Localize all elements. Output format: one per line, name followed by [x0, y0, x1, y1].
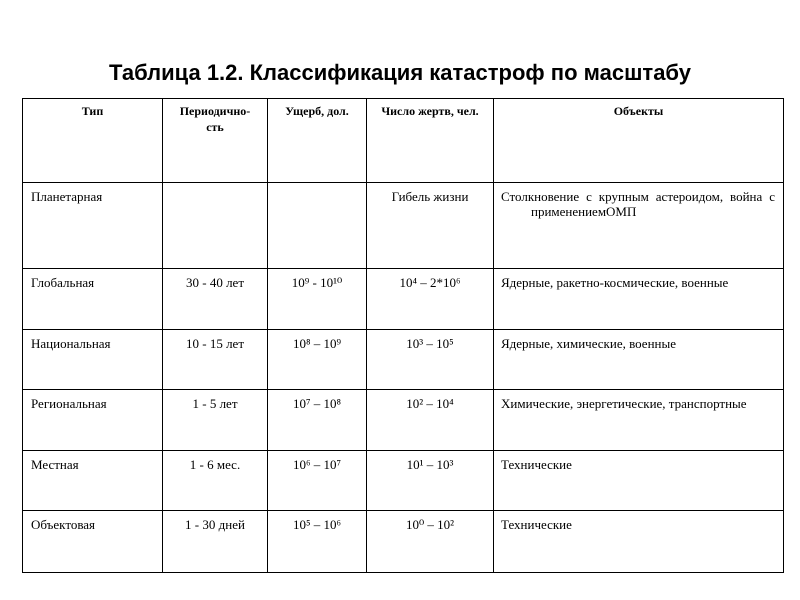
table-row — [23, 511, 784, 573]
header-objects: Объекты — [494, 99, 784, 183]
cell-victims: Гибель жизни — [367, 183, 494, 269]
cell-type: Местная — [23, 451, 163, 511]
table-row — [23, 330, 784, 390]
classification-table — [22, 98, 784, 573]
cell-objects: Столкновение с крупным астероидом, война с применениемОМП — [494, 183, 784, 269]
cell-periodicity — [163, 183, 268, 269]
cell-periodicity: 10 - 15 лет — [163, 330, 268, 390]
cell-damage: 10⁵ – 10⁶ — [268, 511, 367, 573]
cell-type: Национальная — [23, 330, 163, 390]
cell-damage: 10⁹ - 10¹⁰ — [268, 269, 367, 330]
cell-objects: Ядерные, ракетно-космические, военные — [494, 269, 784, 330]
header-victims: Число жертв, чел. — [367, 99, 494, 183]
table-row — [23, 183, 784, 269]
header-row — [23, 99, 784, 183]
cell-victims: 10³ – 10⁵ — [367, 330, 494, 390]
cell-type: Региональная — [23, 390, 163, 451]
cell-victims: 10¹ – 10³ — [367, 451, 494, 511]
table-header — [23, 99, 784, 183]
table-row — [23, 390, 784, 451]
cell-victims: 10⁴ – 2*10⁶ — [367, 269, 494, 330]
header-type: Тип — [23, 99, 163, 183]
table-body — [23, 183, 784, 573]
header-periodicity: Периодично- сть — [163, 99, 268, 183]
cell-damage — [268, 183, 367, 269]
cell-type: Объектовая — [23, 511, 163, 573]
cell-periodicity: 1 - 30 дней — [163, 511, 268, 573]
cell-objects: Химические, энергетические, транспортные — [494, 390, 784, 451]
cell-type: Глобальная — [23, 269, 163, 330]
table-row — [23, 269, 784, 330]
cell-victims: 10² – 10⁴ — [367, 390, 494, 451]
cell-type: Планетарная — [23, 183, 163, 269]
cell-damage: 10⁸ – 10⁹ — [268, 330, 367, 390]
cell-periodicity: 30 - 40 лет — [163, 269, 268, 330]
cell-objects: Ядерные, химические, военные — [494, 330, 784, 390]
cell-objects: Технические — [494, 511, 784, 573]
header-damage: Ущерб, дол. — [268, 99, 367, 183]
cell-periodicity: 1 - 5 лет — [163, 390, 268, 451]
table-row — [23, 451, 784, 511]
cell-damage: 10⁶ – 10⁷ — [268, 451, 367, 511]
cell-damage: 10⁷ – 10⁸ — [268, 390, 367, 451]
cell-periodicity: 1 - 6 мес. — [163, 451, 268, 511]
cell-objects: Технические — [494, 451, 784, 511]
cell-victims: 10⁰ – 10² — [367, 511, 494, 573]
page-title: Таблица 1.2. Классификация катастроф по масштабу — [109, 60, 691, 85]
